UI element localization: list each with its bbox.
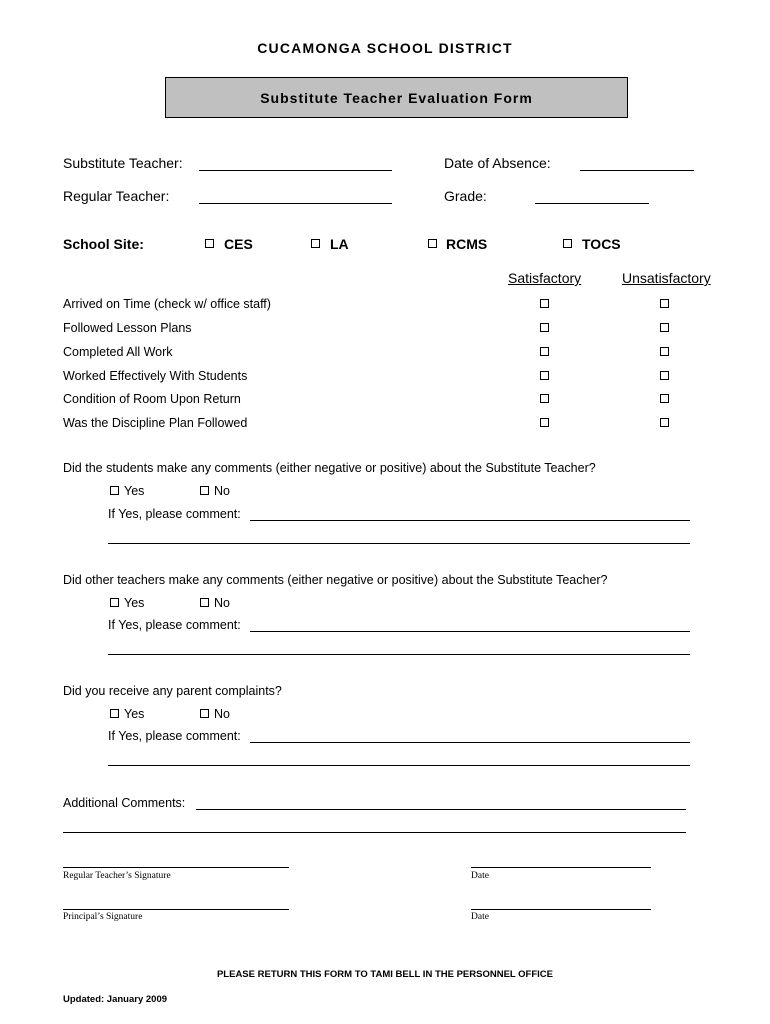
yes-label: Yes (124, 596, 145, 610)
no-checkbox[interactable] (200, 486, 209, 495)
criterion-label: Condition of Room Upon Return (63, 392, 241, 406)
unsatisfactory-checkbox[interactable] (660, 394, 669, 403)
date-of-absence-label: Date of Absence: (444, 155, 551, 171)
regular-teacher-label: Regular Teacher: (63, 188, 170, 204)
principal-signature-line[interactable] (63, 909, 289, 910)
signature-date-label: Date (471, 912, 489, 922)
form-title-box (165, 77, 628, 118)
no-checkbox[interactable] (200, 709, 209, 718)
unsatisfactory-header: Unsatisfactory (622, 270, 711, 286)
comment-line[interactable] (108, 543, 690, 544)
site-la-checkbox[interactable] (311, 239, 320, 248)
signature-date-label: Date (471, 871, 489, 881)
no-label: No (214, 707, 230, 721)
site-tocs-label: TOCS (582, 236, 621, 252)
satisfactory-checkbox[interactable] (540, 323, 549, 332)
satisfactory-checkbox[interactable] (540, 371, 549, 380)
regular-teacher-signature-label: Regular Teacher’s Signature (63, 871, 171, 881)
site-tocs-checkbox[interactable] (563, 239, 572, 248)
comment-label: If Yes, please comment: (108, 618, 241, 632)
criterion-label: Arrived on Time (check w/ office staff) (63, 297, 271, 311)
no-label: No (214, 484, 230, 498)
unsatisfactory-checkbox[interactable] (660, 418, 669, 427)
comment-line[interactable] (108, 654, 690, 655)
yes-checkbox[interactable] (110, 486, 119, 495)
yes-label: Yes (124, 484, 145, 498)
criterion-label: Was the Discipline Plan Followed (63, 416, 248, 430)
grade-label: Grade: (444, 188, 487, 204)
unsatisfactory-checkbox[interactable] (660, 347, 669, 356)
comment-line[interactable] (250, 520, 690, 521)
signature-date-line[interactable] (471, 909, 651, 910)
additional-comments-label: Additional Comments: (63, 796, 186, 810)
comment-line[interactable] (250, 631, 690, 632)
additional-comments-line[interactable] (63, 832, 686, 833)
signature-date-line[interactable] (471, 867, 651, 868)
form-title: Substitute Teacher Evaluation Form (260, 89, 533, 106)
unsatisfactory-checkbox[interactable] (660, 323, 669, 332)
yes-checkbox[interactable] (110, 709, 119, 718)
comment-line[interactable] (250, 742, 690, 743)
criterion-label: Followed Lesson Plans (63, 321, 192, 335)
substitute-teacher-field[interactable] (199, 170, 392, 171)
unsatisfactory-checkbox[interactable] (660, 371, 669, 380)
satisfactory-checkbox[interactable] (540, 299, 549, 308)
updated-date: Updated: January 2009 (63, 994, 168, 1005)
satisfactory-checkbox[interactable] (540, 394, 549, 403)
yes-label: Yes (124, 707, 145, 721)
return-note: PLEASE RETURN THIS FORM TO TAMI BELL IN THE PERSONNEL OFFICE (216, 969, 554, 980)
satisfactory-checkbox[interactable] (540, 418, 549, 427)
site-rcms-checkbox[interactable] (428, 239, 437, 248)
site-ces-label: CES (224, 236, 253, 252)
school-site-label: School Site: (63, 236, 144, 252)
criterion-label: Completed All Work (63, 345, 173, 359)
comment-label: If Yes, please comment: (108, 729, 241, 743)
comment-label: If Yes, please comment: (108, 507, 241, 521)
no-checkbox[interactable] (200, 598, 209, 607)
regular-teacher-signature-line[interactable] (63, 867, 289, 868)
satisfactory-header: Satisfactory (508, 270, 582, 286)
substitute-teacher-label: Substitute Teacher: (63, 155, 183, 171)
question-text: Did the students make any comments (either negative or positive) about the Substitute Teacher? (63, 461, 596, 475)
grade-field[interactable] (535, 203, 649, 204)
satisfactory-checkbox[interactable] (540, 347, 549, 356)
question-text: Did other teachers make any comments (either negative or positive) about the Substitute Teacher? (63, 573, 608, 587)
comment-line[interactable] (108, 765, 690, 766)
unsatisfactory-checkbox[interactable] (660, 299, 669, 308)
regular-teacher-field[interactable] (199, 203, 392, 204)
yes-checkbox[interactable] (110, 598, 119, 607)
site-ces-checkbox[interactable] (205, 239, 214, 248)
no-label: No (214, 596, 230, 610)
criterion-label: Worked Effectively With Students (63, 369, 248, 383)
additional-comments-line[interactable] (196, 809, 686, 810)
site-la-label: LA (330, 236, 349, 252)
site-rcms-label: RCMS (446, 236, 488, 252)
question-text: Did you receive any parent complaints? (63, 684, 282, 698)
principal-signature-label: Principal’s Signature (63, 912, 143, 922)
date-of-absence-field[interactable] (580, 170, 694, 171)
district-name: CUCAMONGA SCHOOL DISTRICT (257, 40, 513, 56)
